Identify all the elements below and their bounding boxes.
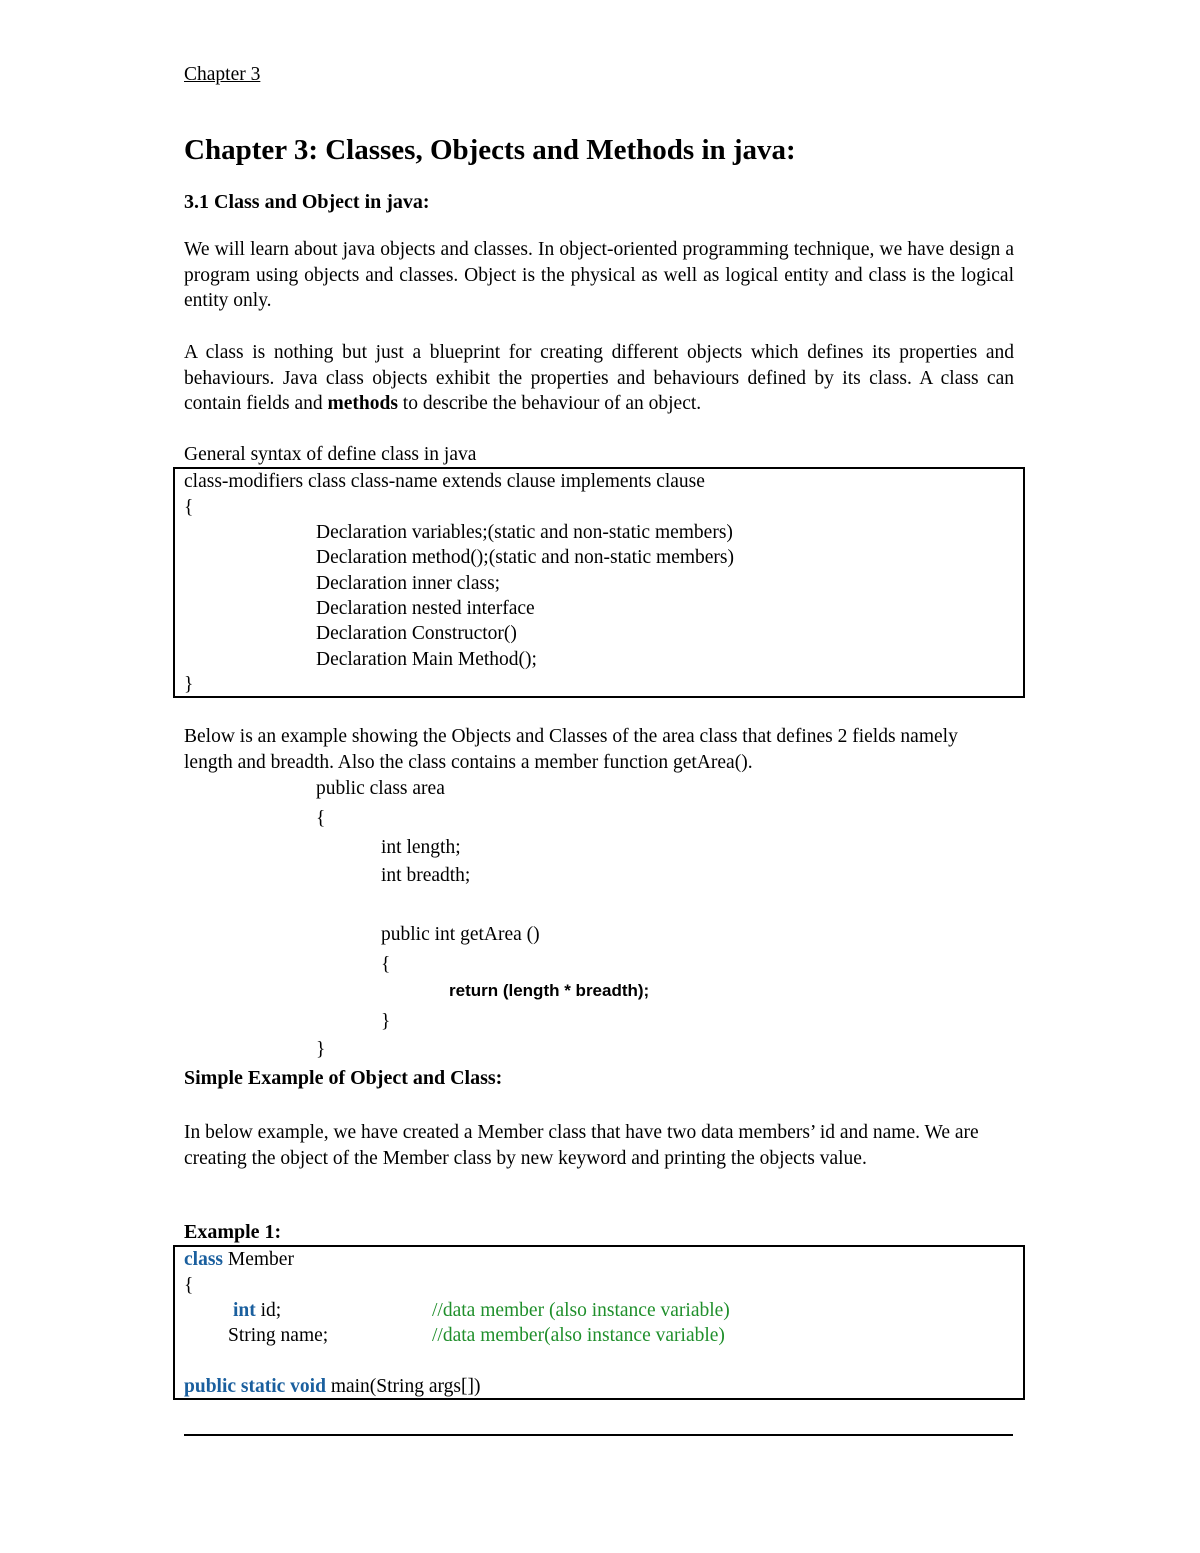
example-intro: Below is an example showing the Objects and Classes of the area class that defines 2 fields namely length and breadth. Also the class contains a member function getArea(). (184, 726, 958, 773)
running-header: Chapter 3 (184, 64, 261, 85)
example-code-box (173, 1245, 1025, 1400)
code-line: { (381, 954, 391, 975)
code-line: String name; (228, 1325, 329, 1346)
paragraph-member-intro: In below example, we have created a Member class that have two data members’ id and name. We are creating the object of the Member class by new keyword and printing the objects value. (184, 1122, 979, 1169)
example-label: Example 1: (184, 1221, 282, 1243)
syntax-item: Declaration Constructor() (316, 623, 517, 644)
code-line: public int getArea () (381, 924, 540, 945)
code-line-return: return (length * breadth); (449, 981, 650, 1000)
syntax-box (173, 467, 1025, 698)
syntax-item: Declaration Main Method(); (316, 649, 537, 670)
code-text: Member (223, 1249, 294, 1270)
code-line: } (381, 1011, 391, 1032)
subsection-heading: Simple Example of Object and Class: (184, 1067, 503, 1089)
syntax-line: class-modifiers class class-name extends clause implements clause (184, 471, 705, 492)
syntax-item: Declaration variables;(static and non-static members) (316, 522, 733, 543)
keyword: public static void (184, 1376, 326, 1397)
section-heading: 3.1 Class and Object in java: (184, 191, 430, 213)
code-line (233, 1300, 281, 1322)
code-text: id; (255, 1300, 282, 1321)
footer-rule (184, 1434, 1013, 1436)
code-open-brace: { (184, 1275, 194, 1296)
syntax-caption: General syntax of define class in java (184, 444, 477, 465)
bold-term: methods (327, 393, 398, 414)
code-comment: //data member (also instance variable) (432, 1300, 730, 1321)
syntax-item: Declaration inner class; (316, 573, 501, 594)
code-line (184, 1249, 294, 1271)
paragraph-text: A class is nothing but just a blueprint for creating different objects which defines its properties and behaviours. Java class objects exhibit the properties and behaviours defined by its class. A class can contain fields and (184, 342, 1014, 414)
paragraph-intro: We will learn about java objects and classes. In object-oriented programming technique, we have design a program using objects and classes. Object is the physical as well as logical entity and class is the logical entity only. (184, 239, 1014, 311)
page-title: Chapter 3: Classes, Objects and Methods in java: (184, 134, 796, 166)
code-line (184, 1376, 480, 1398)
code-line: } (316, 1039, 326, 1060)
syntax-item: Declaration nested interface (316, 598, 535, 619)
code-line: int breadth; (381, 865, 471, 886)
code-line: { (316, 808, 326, 829)
paragraph-class-definition (184, 340, 1014, 417)
keyword: class (184, 1249, 223, 1270)
code-line: public class area (316, 778, 445, 799)
syntax-close-brace: } (184, 674, 194, 695)
paragraph-text: to describe the behaviour of an object. (397, 393, 702, 414)
code-line: int length; (381, 837, 461, 858)
syntax-open-brace: { (184, 497, 194, 518)
keyword: int (233, 1300, 256, 1321)
code-comment: //data member(also instance variable) (432, 1325, 725, 1346)
syntax-item: Declaration method();(static and non-static members) (316, 547, 735, 568)
code-text: main(String args[]) (325, 1376, 481, 1397)
